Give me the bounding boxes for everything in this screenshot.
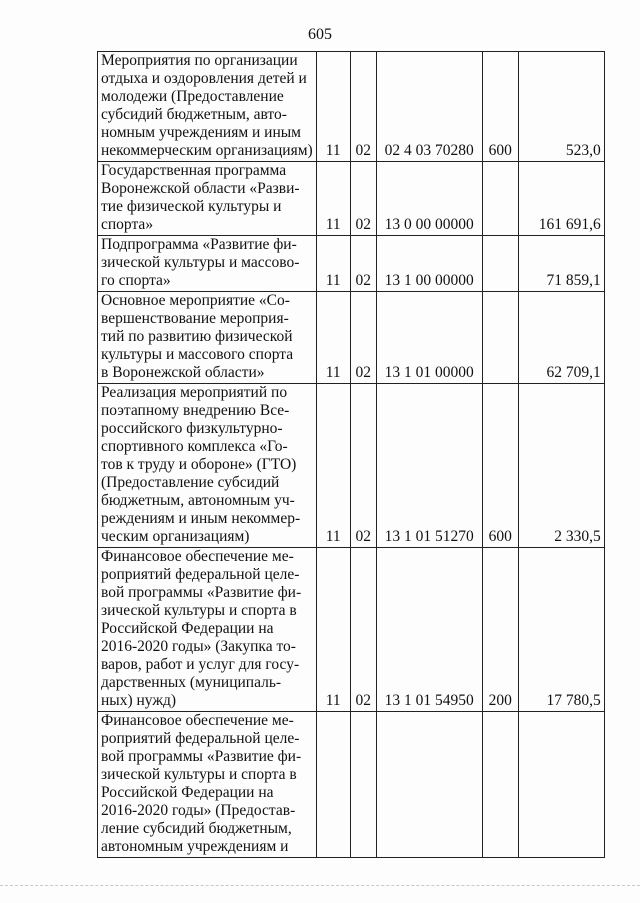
budget-table-body <box>98 52 605 858</box>
row-description <box>98 52 317 162</box>
row-description <box>98 712 317 858</box>
description-line: вой программы «Развитие фи- <box>101 584 302 601</box>
target-item-code: 13 1 00 00000 <box>376 236 482 292</box>
description-line: роприятий федеральной целе- <box>101 566 300 583</box>
description-line: вой программы «Развитие фи- <box>101 748 302 765</box>
subsection-code: 02 <box>350 236 376 292</box>
section-code: 11 <box>316 236 350 292</box>
description-line: реждениям и иным некоммер- <box>101 510 301 527</box>
expense-type-code <box>482 162 518 236</box>
description-line: го спорта» <box>101 272 171 289</box>
target-item-code: 13 0 00 00000 <box>376 162 482 236</box>
amount: 2 330,5 <box>518 384 604 548</box>
subsection-code: 02 <box>350 548 376 712</box>
row-description <box>98 384 317 548</box>
description-line: ческим организациям) <box>101 528 250 545</box>
table-row <box>98 52 605 162</box>
description-line: Российской Федерации на <box>101 620 274 637</box>
table-row <box>98 548 605 712</box>
amount: 62 709,1 <box>518 292 604 384</box>
section-code: 11 <box>316 384 350 548</box>
description-line: Основное мероприятие «Со- <box>101 292 290 309</box>
description-line: субсидий бюджетным, авто- <box>101 106 287 123</box>
description-line: Российской Федерации на <box>101 784 274 801</box>
table-row <box>98 384 605 548</box>
subsection-code: 02 <box>350 292 376 384</box>
subsection-code <box>350 712 376 858</box>
subsection-code: 02 <box>350 162 376 236</box>
row-description <box>98 292 317 384</box>
description-line: российского физкультурно- <box>101 420 283 437</box>
section-code <box>316 712 350 858</box>
description-line: Подпрограмма «Развитие фи- <box>101 236 297 253</box>
description-line: варов, работ и услуг для госу- <box>101 656 300 673</box>
description-line: молодежи (Предоставление <box>101 88 284 105</box>
section-code: 11 <box>316 162 350 236</box>
row-description <box>98 162 317 236</box>
expense-type-code <box>482 712 518 858</box>
description-line: Государственная программа <box>101 162 287 179</box>
description-line: тий по развитию физической <box>101 328 293 345</box>
row-description <box>98 548 317 712</box>
description-line: поэтапному внедрению Все- <box>101 402 290 419</box>
description-line: номным учреждениям и иным <box>101 124 301 141</box>
description-line: 2016-2020 годы» (Предостав- <box>101 802 296 819</box>
description-line: дарственных (муниципаль- <box>101 674 282 691</box>
amount: 17 780,5 <box>518 548 604 712</box>
description-line: Реализация мероприятий по <box>101 384 288 401</box>
description-line: некоммерческим организациям) <box>101 142 313 159</box>
description-line: тие физической культуры и <box>101 198 282 215</box>
expense-type-code: 600 <box>482 384 518 548</box>
description-line: культуры и массового спорта <box>101 346 294 363</box>
table-row <box>98 292 605 384</box>
description-line: зической культуры и массово- <box>101 254 300 271</box>
amount: 71 859,1 <box>518 236 604 292</box>
description-line: Воронежской области «Разви- <box>101 180 300 197</box>
description-line: отдыха и оздоровления детей и <box>101 70 307 87</box>
target-item-code: 13 1 01 54950 <box>376 548 482 712</box>
description-line: автономным учреждениям и <box>101 838 289 855</box>
section-code: 11 <box>316 548 350 712</box>
page-number: 605 <box>308 26 332 43</box>
description-line: (Предоставление субсидий <box>101 474 280 491</box>
target-item-code: 13 1 01 00000 <box>376 292 482 384</box>
section-code: 11 <box>316 292 350 384</box>
description-line: роприятий федеральной целе- <box>101 730 300 747</box>
amount <box>518 712 604 858</box>
subsection-code: 02 <box>350 384 376 548</box>
target-item-code: 13 1 01 51270 <box>376 384 482 548</box>
page-bottom-rule <box>0 885 640 886</box>
table-row <box>98 236 605 292</box>
description-line: Финансовое обеспечение ме- <box>101 548 294 565</box>
description-line: спорта» <box>101 216 154 233</box>
description-line: тов к труду и обороне» (ГТО) <box>101 456 297 473</box>
target-item-code <box>376 712 482 858</box>
subsection-code: 02 <box>350 52 376 162</box>
description-line: зической культуры и спорта в <box>101 766 297 783</box>
description-line: ление субсидий бюджетным, <box>101 820 292 837</box>
target-item-code: 02 4 03 70280 <box>376 52 482 162</box>
description-line: 2016-2020 годы» (Закупка то- <box>101 638 296 655</box>
table-row <box>98 712 605 858</box>
expense-type-code <box>482 292 518 384</box>
budget-table <box>97 51 605 858</box>
description-line: в Воронежской области» <box>101 364 265 381</box>
expense-type-code: 200 <box>482 548 518 712</box>
description-line: спортивного комплекса «Го- <box>101 438 288 455</box>
expense-type-code: 600 <box>482 52 518 162</box>
amount: 523,0 <box>518 52 604 162</box>
section-code: 11 <box>316 52 350 162</box>
description-line: вершенствование мероприя- <box>101 310 289 327</box>
description-line: Мероприятия по организации <box>101 52 298 69</box>
expense-type-code <box>482 236 518 292</box>
description-line: ных) нужд) <box>101 692 177 709</box>
table-row <box>98 162 605 236</box>
amount: 161 691,6 <box>518 162 604 236</box>
description-line: зической культуры и спорта в <box>101 602 297 619</box>
row-description <box>98 236 317 292</box>
description-line: Финансовое обеспечение ме- <box>101 712 294 729</box>
description-line: бюджетным, автономным уч- <box>101 492 295 509</box>
